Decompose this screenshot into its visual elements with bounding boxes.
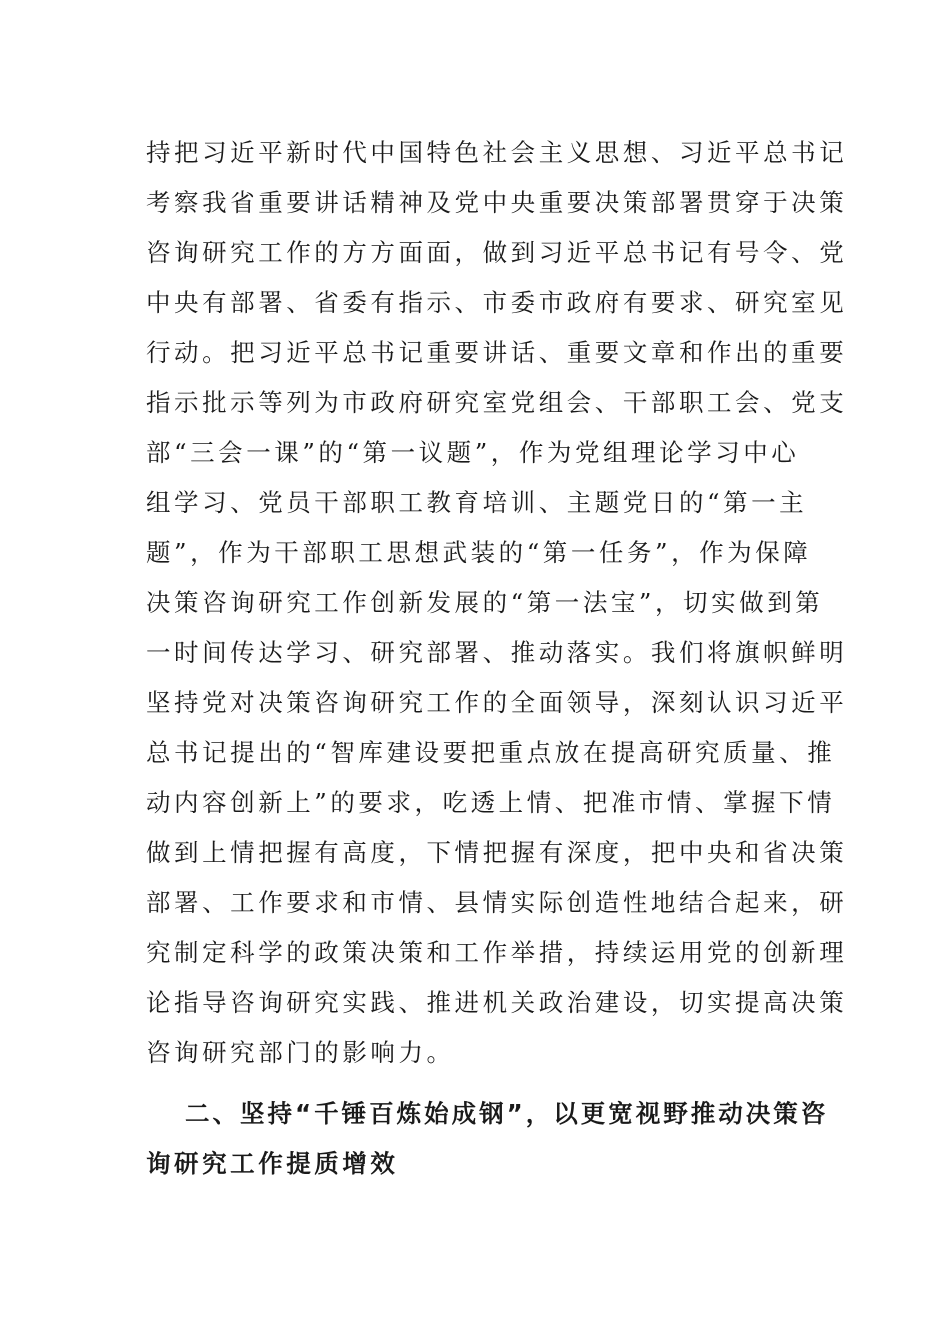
section-heading [146, 1089, 829, 1189]
paragraph-line: 论指导咨询研究实践、推进机关政治建设，切实提高决策 [146, 988, 848, 1017]
paragraph-line: 持把习近平新时代中国特色社会主义思想、习近平总书记 [146, 138, 848, 167]
paragraph-line: 咨询研究工作的方方面面，做到习近平总书记有号令、党 [146, 238, 848, 267]
paragraph-line: 一时间传达学习、研究部署、推动落实。我们将旗帜鲜明 [146, 638, 848, 667]
paragraph-line: 决策咨询研究工作创新发展的“第一法宝”，切实做到第 [146, 588, 824, 617]
paragraph-line: 考察我省重要讲话精神及党中央重要决策部署贯穿于决策 [146, 188, 848, 217]
paragraph-line: 部“三会一课”的“第一议题”，作为党组理论学习中心 [146, 438, 800, 467]
paragraph-line: 动内容创新上”的要求，吃透上情、把准市情、掌握下情 [146, 788, 836, 817]
paragraph-line: 做到上情把握有高度，下情把握有深度，把中央和省决策 [146, 838, 848, 867]
paragraph-line: 指示批示等列为市政府研究室党组会、干部职工会、党支 [146, 388, 848, 417]
paragraph-line: 究制定科学的政策决策和工作举措，持续运用党的创新理 [146, 938, 848, 967]
section-heading-line-2: 询研究工作提质增效 [146, 1149, 399, 1178]
paragraph-line: 中央有部署、省委有指示、市委市政府有要求、研究室见 [146, 288, 848, 317]
paragraph-line: 总书记提出的“智库建设要把重点放在提高研究质量、推 [146, 738, 836, 767]
paragraph-line: 部署、工作要求和市情、县情实际创造性地结合起来，研 [146, 888, 848, 917]
paragraph-line: 咨询研究部门的影响力。 [146, 1038, 455, 1067]
section-heading-line-1: 二、坚持“千锤百炼始成钢”，以更宽视野推动决策咨 [185, 1099, 829, 1128]
body-paragraph [146, 128, 848, 1078]
paragraph-line: 组学习、党员干部职工教育培训、主题党日的“第一主 [146, 488, 808, 517]
paragraph-line: 题”，作为干部职工思想武装的“第一任务”，作为保障 [146, 538, 812, 567]
paragraph-line: 行动。把习近平总书记重要讲话、重要文章和作出的重要 [146, 338, 848, 367]
paragraph-line: 坚持党对决策咨询研究工作的全面领导，深刻认识习近平 [146, 688, 848, 717]
